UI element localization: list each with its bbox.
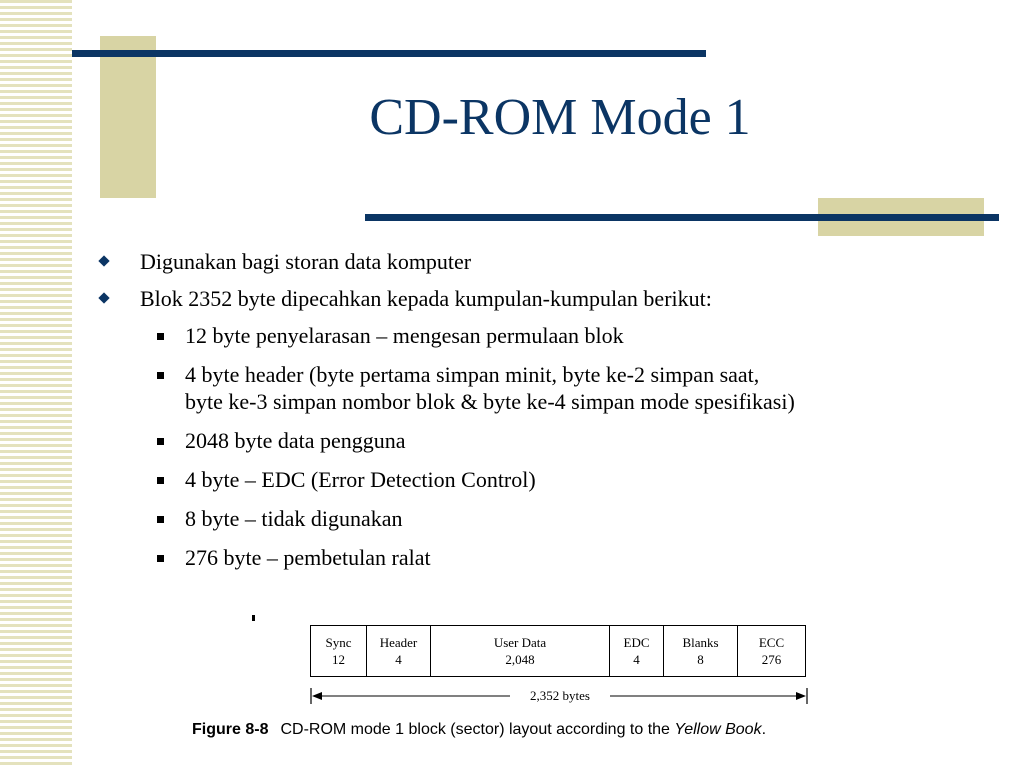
field-name: Header bbox=[379, 635, 418, 650]
sub-bullet-item bbox=[100, 544, 1000, 571]
slide-title: CD-ROM Mode 1 bbox=[369, 89, 751, 146]
diamond-bullet-icon bbox=[98, 255, 109, 266]
field-sync bbox=[311, 626, 367, 676]
caption-italic: Yellow Book bbox=[674, 721, 762, 738]
field-edc bbox=[610, 626, 664, 676]
sub-bullet-item bbox=[100, 361, 1000, 415]
field-name: ECC bbox=[758, 635, 785, 650]
bullet-text: 8 byte – tidak digunakan bbox=[185, 506, 403, 531]
bullet-text: Blok 2352 byte dipecahkan kepada kumpulan-kumpulan berikut: bbox=[140, 286, 712, 311]
field-name: EDC bbox=[623, 635, 650, 650]
sub-bullet-item bbox=[100, 427, 1000, 454]
field-size: 12 bbox=[332, 652, 345, 667]
caption-text: CD-ROM mode 1 block (sector) layout according to the bbox=[280, 721, 675, 738]
bullet-text: Digunakan bagi storan data komputer bbox=[140, 249, 472, 274]
diamond-bullet-icon bbox=[98, 292, 109, 303]
square-bullet-icon bbox=[157, 372, 164, 379]
sub-bullet-item bbox=[100, 505, 1000, 532]
field-name: Blanks bbox=[682, 635, 719, 650]
square-bullet-icon bbox=[157, 438, 164, 445]
field-user-data bbox=[431, 626, 610, 676]
bullet-text: 276 byte – pembetulan ralat bbox=[185, 545, 431, 570]
field-name: Sync bbox=[325, 635, 352, 650]
figure-number: Figure 8-8 bbox=[192, 721, 269, 738]
sub-bullet-item bbox=[100, 466, 1000, 493]
square-bullet-icon bbox=[157, 516, 164, 523]
field-size: 2,048 bbox=[505, 652, 535, 667]
decorative-block-top bbox=[100, 36, 156, 198]
field-name: User Data bbox=[493, 635, 547, 650]
caption-end: . bbox=[761, 721, 767, 738]
field-size: 8 bbox=[697, 652, 704, 667]
bullet-text: 4 byte header (byte pertama simpan minit, byte ke-2 simpan saat, bbox=[185, 362, 760, 387]
field-size: 276 bbox=[761, 652, 782, 667]
bullet-item bbox=[100, 248, 1000, 275]
title-rule-bottom bbox=[365, 214, 999, 221]
total-length-arrow bbox=[310, 688, 810, 704]
bullet-text: 4 byte – EDC (Error Detection Control) bbox=[185, 467, 536, 492]
field-size: 4 bbox=[633, 652, 640, 667]
field-ecc bbox=[738, 626, 805, 676]
stray-mark bbox=[252, 615, 255, 621]
sector-layout-diagram bbox=[310, 625, 806, 677]
bullet-text-continuation: byte ke-3 simpan nombor blok & byte ke-4 simpan mode spesifikasi) bbox=[185, 389, 795, 414]
figure-caption bbox=[192, 721, 766, 739]
square-bullet-icon bbox=[157, 555, 164, 562]
bullet-text: 2048 byte data pengguna bbox=[185, 428, 406, 453]
field-blanks bbox=[664, 626, 738, 676]
square-bullet-icon bbox=[157, 333, 164, 340]
striped-sidebar-decoration bbox=[0, 0, 72, 768]
square-bullet-icon bbox=[157, 477, 164, 484]
total-bytes-label: 2,352 bytes bbox=[530, 688, 590, 703]
bullet-item bbox=[100, 285, 1000, 312]
bullet-list bbox=[100, 248, 1000, 583]
title-rule-top bbox=[72, 50, 706, 57]
sub-bullet-item bbox=[100, 322, 1000, 349]
field-size: 4 bbox=[395, 652, 402, 667]
field-header bbox=[367, 626, 431, 676]
bullet-text: 12 byte penyelarasan – mengesan permulaan blok bbox=[185, 323, 624, 348]
